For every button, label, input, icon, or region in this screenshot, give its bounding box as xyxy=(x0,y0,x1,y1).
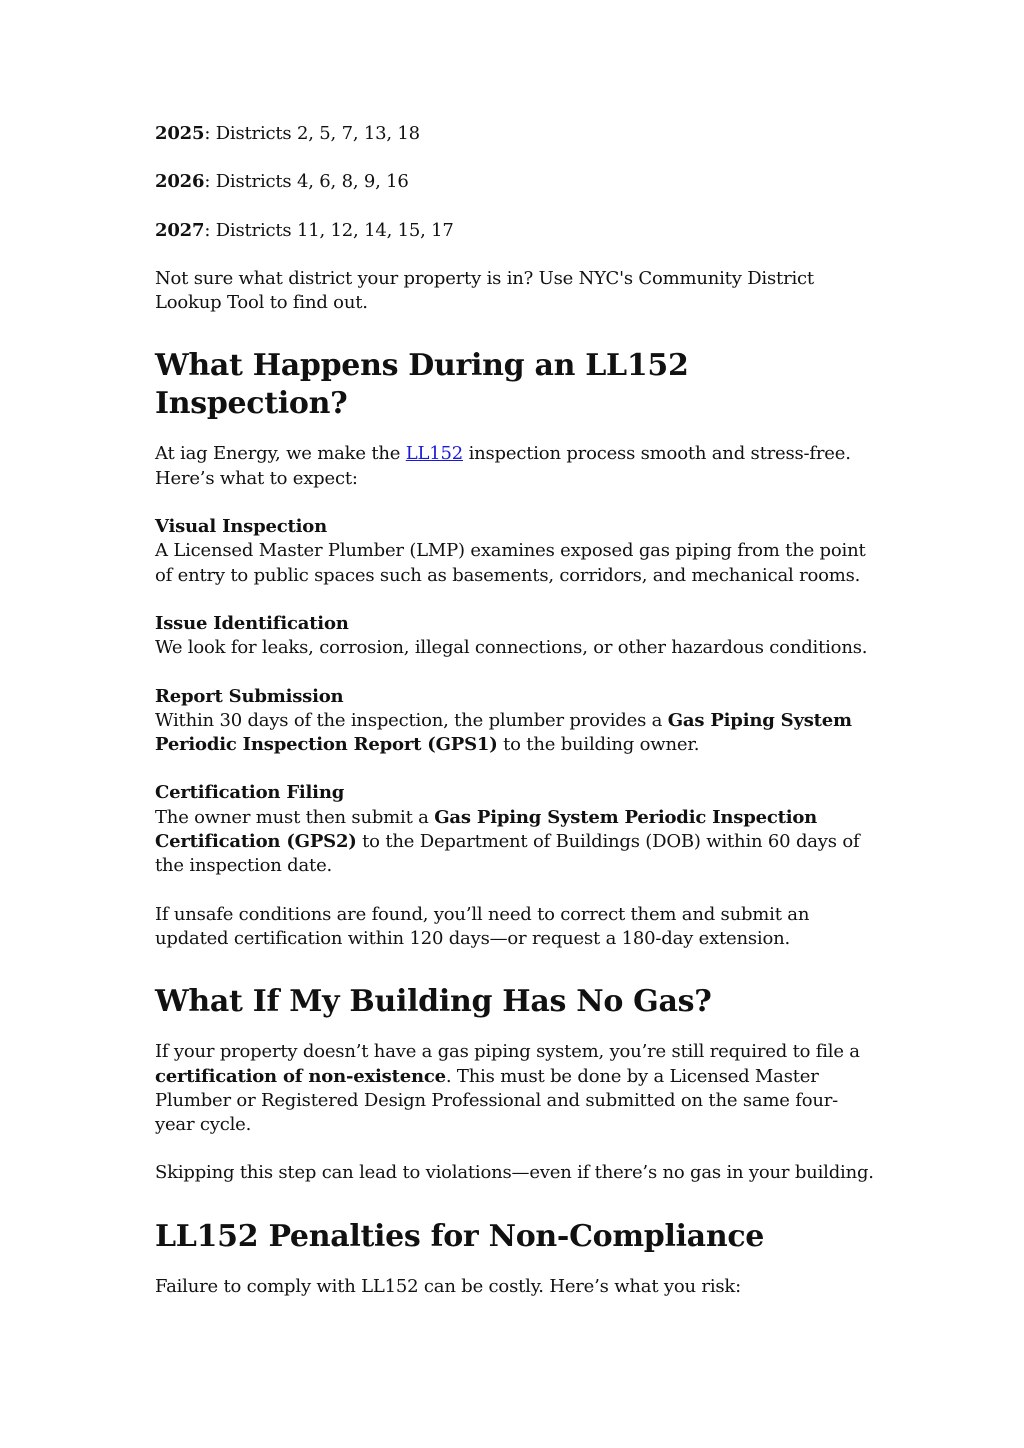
year-label: 2026 xyxy=(155,171,205,193)
penalties-heading: LL152 Penalties for Non-Compliance xyxy=(155,1218,765,1254)
penalties-intro: Failure to comply with LL152 can be costly. Here’s what you risk: xyxy=(155,1275,741,1297)
inspection-heading: What Happens During an LL152 Inspection? xyxy=(155,348,689,422)
step-title: Report Submission xyxy=(155,685,344,707)
step-visual-inspection xyxy=(155,515,875,588)
step-text: Within 30 days of the inspection, the plumber provides a xyxy=(155,709,668,731)
district-list: : Districts 11, 12, 14, 15, 17 xyxy=(204,219,454,241)
lookup-note: Not sure what district your property is in? Use NYC's Community District Lookup Tool to find out. xyxy=(155,267,814,314)
step-report-submission xyxy=(155,685,875,758)
step-title: Issue Identification xyxy=(155,612,349,634)
inspection-intro xyxy=(155,442,875,491)
paragraph-text-bold: certification of non-existence xyxy=(155,1065,446,1087)
paragraph-text: If your property doesn’t have a gas piping system, you’re still required to file a xyxy=(155,1041,860,1063)
step-text: to the Department of Buildings (DOB) within 60 days of the inspection date. xyxy=(155,831,860,877)
district-list: : Districts 4, 6, 8, 9, 16 xyxy=(204,171,409,193)
step-text: The owner must then submit a xyxy=(155,806,435,828)
schedule-2027 xyxy=(155,219,875,243)
step-text-bold: Gas Piping System Periodic Inspection Certification (GPS2) xyxy=(155,806,818,853)
district-list: : Districts 2, 5, 7, 13, 18 xyxy=(204,123,420,144)
step-text: A Licensed Master Plumber (LMP) examines exposed gas piping from the point of entry to public spaces such as basements, corridors, and mechanical rooms. xyxy=(155,540,866,586)
schedule-2025 xyxy=(155,122,875,146)
paragraph-text: . This must be done by a Licensed Master Plumber or Registered Design Professional and submitted on the same four-year cycle. xyxy=(155,1065,839,1136)
ll152-link[interactable]: LL152 xyxy=(405,443,464,465)
intro-text: At iag Energy, we make the xyxy=(155,443,406,465)
year-label: 2025 xyxy=(155,123,205,144)
step-title: Certification Filing xyxy=(155,782,345,804)
year-label: 2027 xyxy=(155,219,205,241)
document-page xyxy=(155,122,875,1299)
intro-text: inspection process smooth and stress-free. Here’s what to expect: xyxy=(155,443,851,489)
step-text: We look for leaks, corrosion, illegal connections, or other hazardous conditions. xyxy=(155,637,868,659)
no-gas-paragraph xyxy=(155,1040,875,1137)
schedule-2026 xyxy=(155,170,875,194)
skipping-note: Skipping this step can lead to violations—even if there’s no gas in your building. xyxy=(155,1162,874,1184)
step-certification-filing xyxy=(155,781,875,878)
step-text-bold: Gas Piping System Periodic Inspection Report (GPS1) xyxy=(155,709,852,756)
unsafe-note: If unsafe conditions are found, you’ll need to correct them and submit an updated certification within 120 days—or request a 180-day extension. xyxy=(155,903,810,949)
step-text: to the building owner. xyxy=(497,734,700,756)
no-gas-heading: What If My Building Has No Gas? xyxy=(155,984,712,1020)
step-issue-identification xyxy=(155,612,875,661)
step-title: Visual Inspection xyxy=(155,516,327,538)
